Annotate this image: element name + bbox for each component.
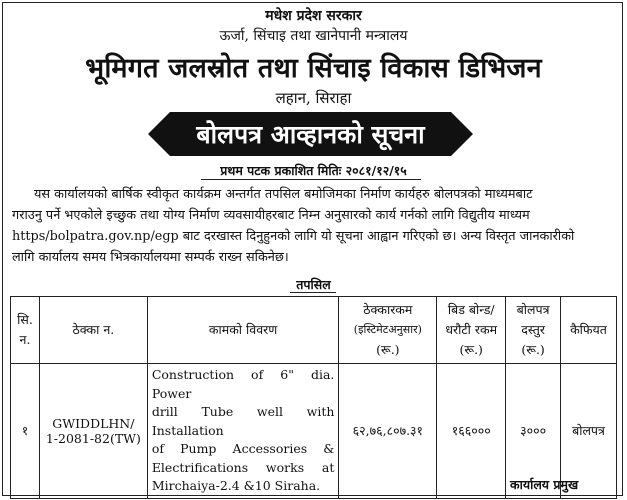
header-bid-fee	[506, 297, 561, 364]
header-bid-bond-line: धरौटी रकम	[445, 322, 498, 337]
publication-date-underline	[201, 179, 421, 180]
description-line: Mirchaiya-2.4 &10 Siraha.	[151, 478, 321, 493]
header-bid-fee-line: बोलपत्र	[516, 302, 550, 317]
schedule-title: तपसिल	[296, 277, 331, 292]
row-bid-fee: ३०००	[506, 364, 561, 499]
notice-title: बोलपत्र आव्हानको सूचना	[196, 120, 425, 149]
contract-no-line: 1-2081-82(TW)	[45, 430, 141, 446]
header-amount	[339, 297, 437, 364]
division-name: भूमिगत जलस्रोत तथा सिंचाइ विकास डिभिजन	[85, 53, 542, 84]
publication-date: प्रथम पटक प्रकाशित मितिः २०८१/१२/१५	[220, 163, 407, 178]
header-amount-line: (इस्टिमेटअनुसार)	[353, 323, 422, 336]
office-location: लहान, सिराहा	[275, 89, 352, 107]
schedule-title-underline	[290, 292, 336, 293]
row-bid-bond: १६६०००	[437, 364, 506, 499]
header-bid-bond-line: बिड बोन्ड/	[447, 302, 495, 317]
header-bid-fee-line: दस्तुर	[521, 322, 545, 337]
row-amount: ६२,७६,८०७.३१	[339, 364, 437, 499]
description-line: drill Tube well with Installation	[151, 404, 335, 438]
header-contract-no: ठेक्का न.	[39, 297, 147, 364]
notice-title-banner	[148, 112, 473, 156]
header-description: कामको विवरण	[147, 297, 339, 364]
notice-text-line: यस कार्यालयको बार्षिक स्वीकृत कार्यक्रम अन्तर्गत तपसिल बमोजिमका निर्माण कार्यहरु बोलपत्रको माध्यमबाट	[34, 187, 533, 202]
table-header-row	[11, 297, 617, 364]
header-bid-fee-line: (रू.)	[521, 342, 545, 357]
notice-text-line: https/bolpatra.gov.np/egp बाट दरखास्त दिनुहुनको लागि यो सूचना आह्वान गरिएको छ। अन्य विस्तृत जानकारीको	[12, 229, 575, 244]
row-sn: १	[11, 364, 40, 499]
header-amount-line: (रू.)	[376, 342, 400, 357]
description-line: Construction of 6" dia. Power	[151, 367, 335, 401]
ministry-name: ऊर्जा, सिंचाइ तथा खानेपानी मन्त्रालय	[219, 28, 408, 44]
header-sn	[11, 297, 40, 364]
header-amount-line: ठेक्कारकम	[363, 302, 413, 317]
notice-text-line: गराउनु पर्ने भएकोले इच्छुक तथा योग्य निर्माण व्यवसायीहरबाट निम्न अनुसारको कार्य गर्नको लागि विद्युतीय माध्यम	[12, 208, 530, 223]
header-bid-bond	[437, 297, 506, 364]
row-description	[147, 364, 339, 499]
header-bid-bond-line: (रू.)	[459, 342, 483, 357]
description-line: of Pump Accessories &	[151, 441, 335, 456]
office-chief-signature: कार्यालय प्रमुख	[510, 477, 579, 492]
row-contract-no	[39, 364, 147, 499]
government-name: मधेश प्रदेश सरकार	[265, 8, 362, 24]
header-sn-line: न.	[19, 332, 31, 347]
row-remarks: बोलपत्र	[561, 364, 617, 499]
contract-no-line: GWIDDLHN/	[52, 415, 135, 431]
notice-text-line: लागि कार्यालय समय भित्रकार्यालयमा सम्पर्क राख्न सकिनेछ।	[12, 250, 289, 265]
bid-schedule-table	[10, 296, 617, 499]
description-line: Electrifications works at	[151, 459, 335, 475]
header-remarks: कैफियत	[561, 297, 617, 364]
header-sn-line: सि.	[17, 312, 33, 327]
